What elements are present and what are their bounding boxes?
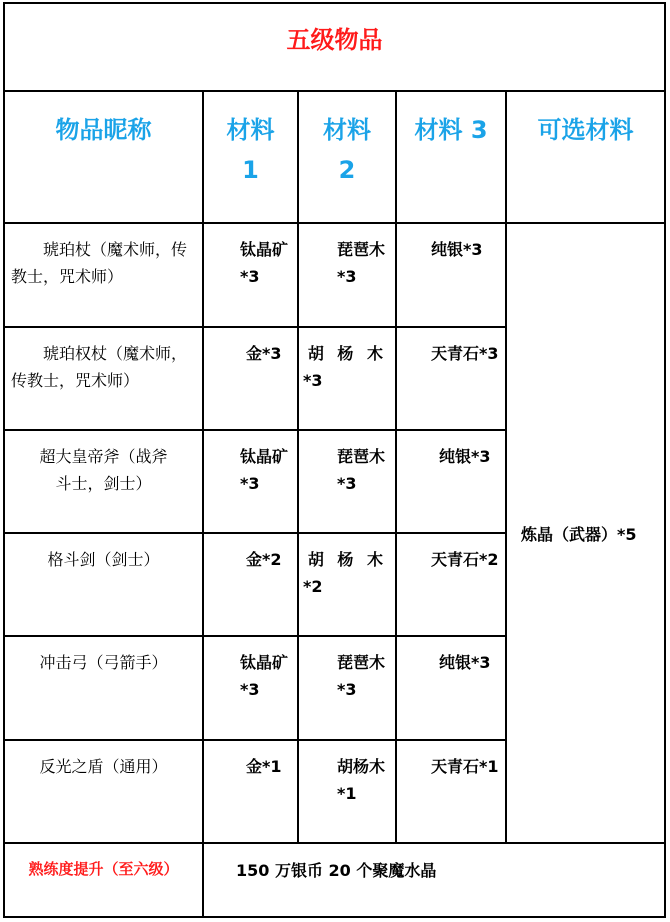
header-material-1 [203,91,298,223]
item-name-cell [4,533,203,636]
header-material-2-line2: 2 [338,156,356,185]
header-material-1-line2: 1 [242,156,259,185]
item-name-cell [4,430,203,533]
header-name-label: 物品昵称 [55,116,152,145]
material-2-cell [298,636,396,739]
material-1: 金*1 [246,756,282,776]
optional-material: 炼晶（武器）*5 [521,524,637,544]
header-material-3-label: 材料 3 [414,116,488,145]
footer-label-cell [4,843,203,917]
material-2-qty: *2 [303,577,323,597]
material-2: 胡杨木*1 [337,756,386,803]
material-1: 钛晶矿*3 [240,653,289,700]
material-1: 金*2 [246,550,282,570]
material-3: 天青石*2 [431,550,499,570]
material-2-cell [298,430,396,533]
item-name: 琥珀权杖（魔术师，传教士，咒术师） [11,343,188,390]
material-3: 纯银*3 [439,653,491,673]
material-1: 钛晶矿*3 [240,240,289,287]
proficiency-cost: 150 万银币 20 个聚魔水晶 [236,860,437,880]
material-3-cell [396,533,506,636]
title-cell [4,3,665,91]
material-3: 天青石*1 [431,756,499,776]
material-2-cell [298,223,396,326]
material-2-cell [298,740,396,843]
item-name: 反光之盾（通用） [39,756,168,776]
header-material-2-line1: 材料 [323,116,371,145]
material-3-cell [396,430,506,533]
item-name-cell [4,740,203,843]
header-material-1-line1: 材料 [226,116,275,145]
item-name-cell [4,636,203,739]
material-3-cell [396,327,506,430]
items-table [3,2,666,918]
material-2: 琵琶木*3 [337,240,386,287]
material-1: 金*3 [246,343,282,363]
item-name-cell [4,223,203,326]
material-3-cell [396,740,506,843]
material-2: 琵琶木*3 [337,653,386,700]
material-1-cell [203,740,298,843]
page-title: 五级物品 [286,26,383,54]
material-2 [299,328,395,394]
item-name: 琥珀杖（魔术师，传教士，咒术师） [11,240,188,287]
material-1-cell [203,430,298,533]
material-1-cell [203,636,298,739]
header-name [4,91,203,223]
material-2 [299,534,395,600]
material-1-cell [203,327,298,430]
item-name-cell [4,327,203,430]
material-2-cell [298,327,396,430]
header-optional [506,91,665,223]
header-material-2 [298,91,396,223]
material-1-cell [203,533,298,636]
material-2-cell [298,533,396,636]
material-2-name: 胡 杨 木 [307,343,387,363]
material-2-name: 胡 杨 木 [307,550,387,570]
material-3: 纯银*3 [431,240,483,260]
header-material-3 [396,91,506,223]
optional-material-cell [506,223,665,842]
item-name: 超大皇帝斧（战斧斗士，剑士） [39,446,168,493]
material-3: 纯银*3 [439,446,491,466]
item-name: 格斗剑（剑士） [47,550,160,570]
footer-text-cell [203,843,665,917]
item-name: 冲击弓（弓箭手） [39,653,168,673]
table-row [4,223,665,326]
header-optional-label: 可选材料 [537,116,634,145]
material-1-cell [203,223,298,326]
footer-row [4,843,665,917]
material-3: 天青石*3 [431,343,499,363]
proficiency-label: 熟练度提升（至六级） [28,859,179,878]
material-2: 琵琶木*3 [337,446,386,493]
material-3-cell [396,636,506,739]
material-2-qty: *3 [303,370,323,390]
material-1: 钛晶矿*3 [240,446,289,493]
material-3-cell [396,223,506,326]
